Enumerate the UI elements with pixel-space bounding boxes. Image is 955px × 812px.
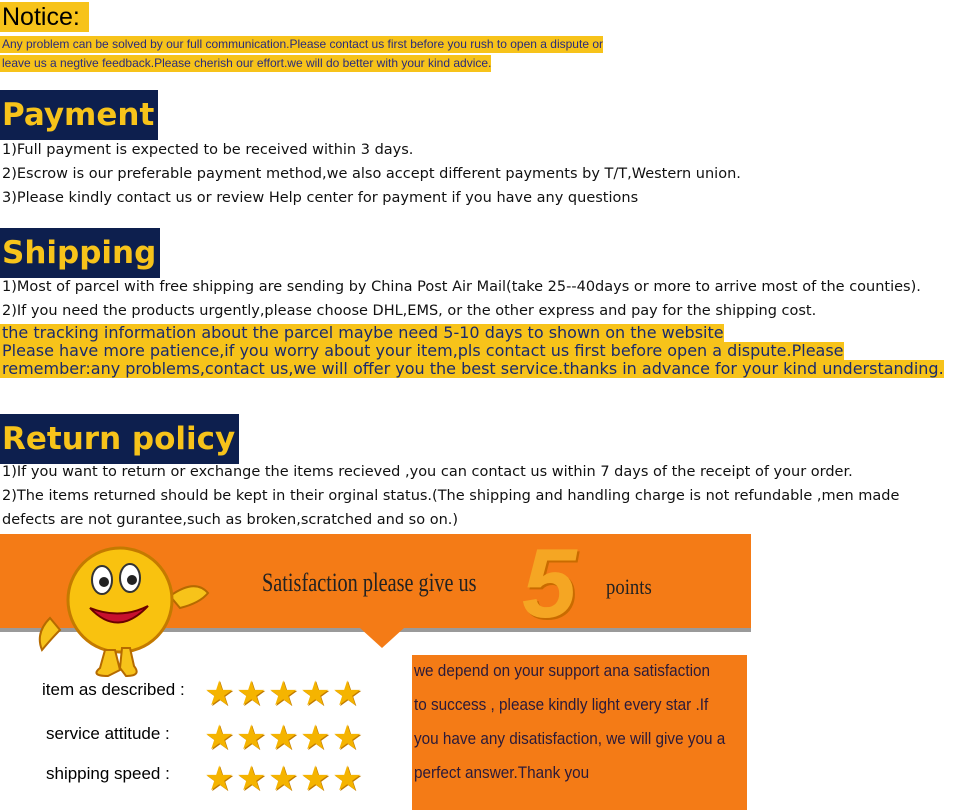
satisfaction-banner — [0, 534, 751, 812]
star-icon: ★ — [236, 674, 267, 714]
star-icon: ★ — [204, 718, 235, 758]
return-item-2: 2)The items returned should be kept in their orginal status.(The shipping and handling charge is not refundable ,men made — [2, 488, 900, 504]
big-number-five: 5 — [522, 534, 577, 638]
satisfaction-text: Satisfaction please give us — [262, 568, 477, 597]
star-icon: ★ — [268, 718, 299, 758]
return-item-1: 1)If you want to return or exchange the items recieved ,you can contact us within 7 days of the receipt of your order. — [2, 464, 853, 480]
star-icon: ★ — [300, 718, 331, 758]
message-line-4: perfect answer.Thank you — [414, 763, 590, 782]
rating-stars-service — [204, 718, 363, 758]
smiley-mascot-icon — [30, 538, 220, 678]
star-icon: ★ — [300, 674, 331, 714]
star-icon: ★ — [300, 759, 331, 799]
star-icon: ★ — [332, 718, 363, 758]
rating-label-shipping: shipping speed : — [46, 764, 170, 783]
star-icon: ★ — [204, 759, 235, 799]
rating-label-item: item as described : — [42, 680, 185, 699]
star-icon: ★ — [236, 759, 267, 799]
shipping-highlight-1: the tracking information about the parcel maybe need 5-10 days to shown on the website — [2, 323, 724, 342]
payment-item-1: 1)Full payment is expected to be received within 3 days. — [2, 142, 414, 158]
notice-line-2: leave us a negtive feedback.Please cherish our effort.we will do better with your kind advice. — [2, 56, 492, 70]
shipping-highlight-3: remember:any problems,contact us,we will offer you the best service.thanks in advance for your kind understanding. — [2, 359, 944, 378]
shipping-item-2: 2)If you need the products urgently,please choose DHL,EMS, or the other express and pay for the shipping cost. — [2, 303, 817, 319]
notice-line-1: Any problem can be solved by our full communication.Please contact us first before you rush to open a dispute or — [2, 37, 603, 51]
star-icon: ★ — [268, 759, 299, 799]
shipping-title: Shipping — [0, 228, 160, 278]
payment-item-3: 3)Please kindly contact us or review Help center for payment if you have any questions — [2, 190, 639, 206]
message-line-2: to success , please kindly light every star .If — [414, 695, 709, 714]
notice-title: Notice: — [0, 2, 89, 32]
points-text: points — [606, 574, 652, 599]
message-box — [412, 655, 747, 810]
rating-stars-shipping — [204, 759, 363, 799]
star-icon: ★ — [332, 759, 363, 799]
shipping-item-1: 1)Most of parcel with free shipping are sending by China Post Air Mail(take 25--40days or more to arrive most of the counties). — [2, 279, 921, 295]
star-icon: ★ — [204, 674, 235, 714]
rating-label-service: service attitude : — [46, 724, 170, 743]
star-icon: ★ — [236, 718, 267, 758]
star-icon: ★ — [268, 674, 299, 714]
star-icon: ★ — [332, 674, 363, 714]
banner-notch — [360, 628, 404, 648]
return-item-3: defects are not gurantee,such as broken,scratched and so on.) — [2, 512, 459, 528]
shipping-highlight-2: Please have more patience,if you worry about your item,pls contact us first before open a dispute.Please — [2, 341, 844, 360]
return-policy-title: Return policy — [0, 414, 239, 464]
message-line-3: you have any disatisfaction, we will give you a — [414, 729, 726, 748]
payment-title: Payment — [0, 90, 158, 140]
message-line-1: we depend on your support ana satisfaction — [414, 661, 711, 680]
rating-stars-item — [204, 674, 363, 714]
payment-item-2: 2)Escrow is our preferable payment method,we also accept different payments by T/T,Western union. — [2, 166, 741, 182]
